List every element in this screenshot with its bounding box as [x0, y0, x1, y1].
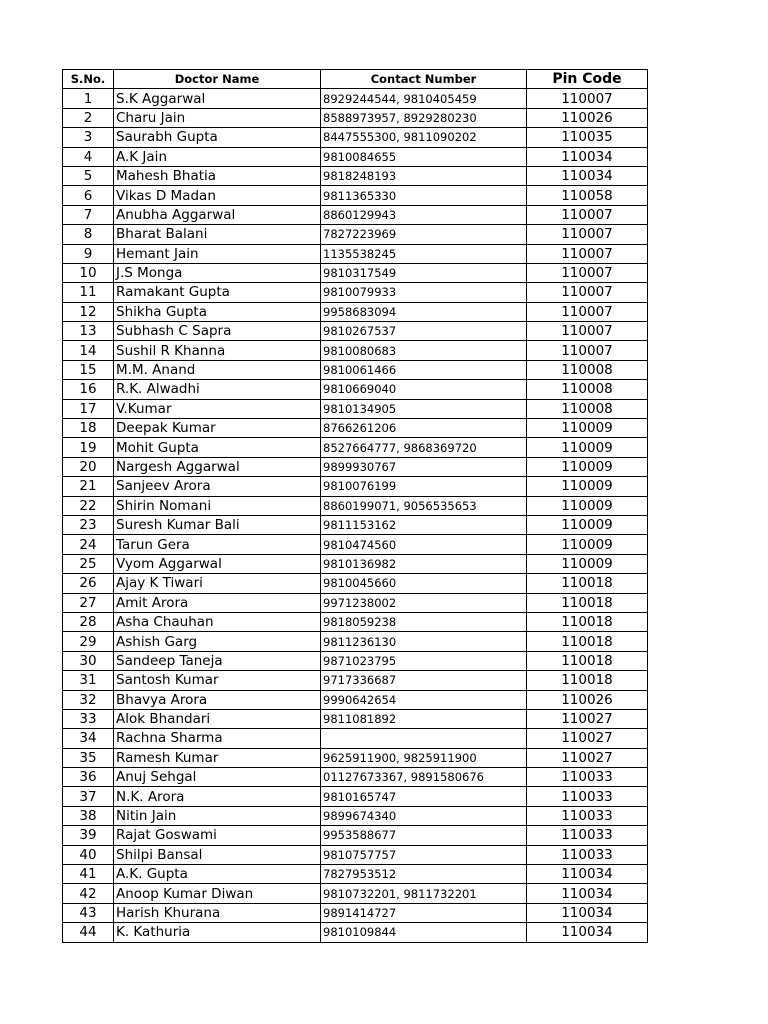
table-row [63, 903, 648, 922]
cell-sno: 37 [63, 787, 114, 806]
cell-contact-number: 7827953512 [321, 865, 527, 884]
cell-doctor-name: Hemant Jain [114, 244, 321, 263]
cell-contact-number: 9811365330 [321, 186, 527, 205]
table-row [63, 341, 648, 360]
cell-pin-code: 110009 [527, 496, 648, 515]
table-row [63, 496, 648, 515]
cell-pin-code: 110033 [527, 806, 648, 825]
cell-contact-number: 9625911900, 9825911900 [321, 748, 527, 767]
cell-sno: 1 [63, 89, 114, 108]
cell-sno: 10 [63, 263, 114, 282]
cell-sno: 18 [63, 419, 114, 438]
cell-contact-number: 1135538245 [321, 244, 527, 263]
cell-pin-code: 110034 [527, 865, 648, 884]
cell-sno: 39 [63, 826, 114, 845]
table-body [63, 89, 648, 942]
cell-sno: 16 [63, 380, 114, 399]
cell-pin-code: 110027 [527, 748, 648, 767]
cell-sno: 14 [63, 341, 114, 360]
table-row [63, 322, 648, 341]
cell-pin-code: 110033 [527, 826, 648, 845]
table-row [63, 302, 648, 321]
cell-pin-code: 110035 [527, 128, 648, 147]
cell-doctor-name: J.S Monga [114, 263, 321, 282]
cell-contact-number: 9811153162 [321, 515, 527, 534]
table-row [63, 263, 648, 282]
table-row [63, 671, 648, 690]
cell-sno: 21 [63, 477, 114, 496]
cell-contact-number: 9953588677 [321, 826, 527, 845]
cell-pin-code: 110018 [527, 593, 648, 612]
cell-doctor-name: Amit Arora [114, 593, 321, 612]
cell-doctor-name: Shikha Gupta [114, 302, 321, 321]
cell-pin-code: 110034 [527, 884, 648, 903]
cell-contact-number: 9818059238 [321, 612, 527, 631]
cell-doctor-name: V.Kumar [114, 399, 321, 418]
cell-pin-code: 110018 [527, 651, 648, 670]
cell-pin-code: 110018 [527, 671, 648, 690]
cell-doctor-name: Vikas D Madan [114, 186, 321, 205]
cell-contact-number: 9871023795 [321, 651, 527, 670]
cell-pin-code: 110018 [527, 632, 648, 651]
cell-doctor-name: Nitin Jain [114, 806, 321, 825]
table-row [63, 147, 648, 166]
cell-pin-code: 110034 [527, 166, 648, 185]
cell-contact-number: 9810080683 [321, 341, 527, 360]
cell-doctor-name: Alok Bhandari [114, 709, 321, 728]
cell-contact-number: 9810757757 [321, 845, 527, 864]
cell-sno: 31 [63, 671, 114, 690]
cell-contact-number: 7827223969 [321, 225, 527, 244]
cell-contact-number: 9810109844 [321, 923, 527, 942]
cell-contact-number: 9971238002 [321, 593, 527, 612]
cell-sno: 38 [63, 806, 114, 825]
cell-sno: 30 [63, 651, 114, 670]
cell-pin-code: 110018 [527, 574, 648, 593]
table-row [63, 108, 648, 127]
cell-doctor-name: Anoop Kumar Diwan [114, 884, 321, 903]
cell-sno: 28 [63, 612, 114, 631]
cell-sno: 9 [63, 244, 114, 263]
header-row [63, 70, 648, 89]
header-doctor-name: Doctor Name [114, 70, 321, 89]
cell-sno: 15 [63, 360, 114, 379]
table-row [63, 826, 648, 845]
cell-doctor-name: M.M. Anand [114, 360, 321, 379]
cell-pin-code: 110007 [527, 322, 648, 341]
cell-contact-number: 01127673367, 9891580676 [321, 768, 527, 787]
cell-sno: 4 [63, 147, 114, 166]
cell-pin-code: 110026 [527, 108, 648, 127]
cell-sno: 11 [63, 283, 114, 302]
cell-pin-code: 110026 [527, 690, 648, 709]
cell-contact-number: 9990642654 [321, 690, 527, 709]
table-row [63, 806, 648, 825]
table-row [63, 690, 648, 709]
cell-pin-code: 110009 [527, 457, 648, 476]
cell-sno: 12 [63, 302, 114, 321]
cell-pin-code: 110007 [527, 89, 648, 108]
cell-doctor-name: N.K. Arora [114, 787, 321, 806]
cell-pin-code: 110034 [527, 147, 648, 166]
cell-contact-number: 9811236130 [321, 632, 527, 651]
cell-doctor-name: Bhavya Arora [114, 690, 321, 709]
cell-sno: 41 [63, 865, 114, 884]
cell-doctor-name: Anuj Sehgal [114, 768, 321, 787]
cell-contact-number: 9717336687 [321, 671, 527, 690]
table-row [63, 380, 648, 399]
cell-contact-number: 9810732201, 9811732201 [321, 884, 527, 903]
cell-doctor-name: K. Kathuria [114, 923, 321, 942]
table-row [63, 651, 648, 670]
table-row [63, 128, 648, 147]
cell-doctor-name: Rachna Sharma [114, 729, 321, 748]
cell-contact-number: 8527664777, 9868369720 [321, 438, 527, 457]
table-row [63, 554, 648, 573]
table-row [63, 923, 648, 942]
table-row [63, 574, 648, 593]
table-row [63, 225, 648, 244]
cell-doctor-name: Deepak Kumar [114, 419, 321, 438]
cell-doctor-name: Anubha Aggarwal [114, 205, 321, 224]
cell-doctor-name: A.K Jain [114, 147, 321, 166]
cell-contact-number: 9810045660 [321, 574, 527, 593]
cell-sno: 6 [63, 186, 114, 205]
cell-sno: 42 [63, 884, 114, 903]
cell-pin-code: 110034 [527, 903, 648, 922]
cell-doctor-name: Harish Khurana [114, 903, 321, 922]
cell-doctor-name: Saurabh Gupta [114, 128, 321, 147]
cell-pin-code: 110009 [527, 419, 648, 438]
cell-pin-code: 110007 [527, 263, 648, 282]
table-row [63, 166, 648, 185]
cell-doctor-name: Mahesh Bhatia [114, 166, 321, 185]
cell-pin-code: 110007 [527, 302, 648, 321]
cell-contact-number: 9810084655 [321, 147, 527, 166]
cell-doctor-name: Bharat Balani [114, 225, 321, 244]
cell-doctor-name: Ajay K Tiwari [114, 574, 321, 593]
cell-pin-code: 110033 [527, 845, 648, 864]
cell-sno: 19 [63, 438, 114, 457]
table-row [63, 205, 648, 224]
table-row [63, 535, 648, 554]
cell-contact-number: 8588973957, 8929280230 [321, 108, 527, 127]
table-row [63, 438, 648, 457]
cell-contact-number: 9810267537 [321, 322, 527, 341]
table-row [63, 89, 648, 108]
cell-sno: 17 [63, 399, 114, 418]
cell-pin-code: 110007 [527, 244, 648, 263]
cell-pin-code: 110007 [527, 283, 648, 302]
table-row [63, 748, 648, 767]
table-row [63, 515, 648, 534]
cell-contact-number [321, 729, 527, 748]
cell-pin-code: 110027 [527, 729, 648, 748]
cell-doctor-name: Ramesh Kumar [114, 748, 321, 767]
cell-sno: 32 [63, 690, 114, 709]
cell-contact-number: 9899674340 [321, 806, 527, 825]
cell-doctor-name: Suresh Kumar Bali [114, 515, 321, 534]
table-row [63, 632, 648, 651]
cell-contact-number: 8860129943 [321, 205, 527, 224]
cell-contact-number: 9810474560 [321, 535, 527, 554]
cell-sno: 44 [63, 923, 114, 942]
cell-sno: 24 [63, 535, 114, 554]
cell-contact-number: 9810317549 [321, 263, 527, 282]
cell-contact-number: 8929244544, 9810405459 [321, 89, 527, 108]
cell-contact-number: 9810076199 [321, 477, 527, 496]
cell-contact-number: 9810134905 [321, 399, 527, 418]
table-row [63, 593, 648, 612]
cell-contact-number: 8766261206 [321, 419, 527, 438]
table-row [63, 244, 648, 263]
cell-doctor-name: Sandeep Taneja [114, 651, 321, 670]
cell-sno: 23 [63, 515, 114, 534]
header-contact-number: Contact Number [321, 70, 527, 89]
table-row [63, 884, 648, 903]
cell-pin-code: 110009 [527, 477, 648, 496]
cell-doctor-name: Asha Chauhan [114, 612, 321, 631]
cell-sno: 8 [63, 225, 114, 244]
cell-contact-number: 9810165747 [321, 787, 527, 806]
cell-pin-code: 110008 [527, 399, 648, 418]
cell-pin-code: 110018 [527, 612, 648, 631]
table-row [63, 709, 648, 728]
cell-doctor-name: Subhash C Sapra [114, 322, 321, 341]
cell-doctor-name: Ramakant Gupta [114, 283, 321, 302]
cell-pin-code: 110058 [527, 186, 648, 205]
cell-sno: 3 [63, 128, 114, 147]
cell-pin-code: 110007 [527, 341, 648, 360]
cell-pin-code: 110034 [527, 923, 648, 942]
table-row [63, 360, 648, 379]
table-row [63, 477, 648, 496]
cell-contact-number: 9899930767 [321, 457, 527, 476]
cell-doctor-name: Shilpi Bansal [114, 845, 321, 864]
table-row [63, 865, 648, 884]
cell-doctor-name: Tarun Gera [114, 535, 321, 554]
cell-doctor-name: Mohit Gupta [114, 438, 321, 457]
header-sno: S.No. [63, 70, 114, 89]
cell-sno: 2 [63, 108, 114, 127]
cell-doctor-name: Nargesh Aggarwal [114, 457, 321, 476]
cell-pin-code: 110009 [527, 515, 648, 534]
cell-contact-number: 9810669040 [321, 380, 527, 399]
cell-doctor-name: Shirin Nomani [114, 496, 321, 515]
cell-contact-number: 9810136982 [321, 554, 527, 573]
cell-sno: 33 [63, 709, 114, 728]
cell-sno: 29 [63, 632, 114, 651]
cell-sno: 7 [63, 205, 114, 224]
table-row [63, 787, 648, 806]
cell-pin-code: 110033 [527, 787, 648, 806]
cell-contact-number: 8860199071, 9056535653 [321, 496, 527, 515]
table-row [63, 457, 648, 476]
cell-contact-number: 8447555300, 9811090202 [321, 128, 527, 147]
cell-sno: 5 [63, 166, 114, 185]
cell-pin-code: 110007 [527, 205, 648, 224]
cell-doctor-name: Sushil R Khanna [114, 341, 321, 360]
cell-pin-code: 110007 [527, 225, 648, 244]
cell-doctor-name: Rajat Goswami [114, 826, 321, 845]
cell-pin-code: 110027 [527, 709, 648, 728]
cell-pin-code: 110008 [527, 380, 648, 399]
cell-pin-code: 110009 [527, 438, 648, 457]
cell-sno: 13 [63, 322, 114, 341]
cell-contact-number: 9818248193 [321, 166, 527, 185]
doctor-table [62, 69, 648, 943]
cell-doctor-name: Sanjeev Arora [114, 477, 321, 496]
cell-contact-number: 9810079933 [321, 283, 527, 302]
table-row [63, 845, 648, 864]
cell-pin-code: 110009 [527, 535, 648, 554]
table-row [63, 419, 648, 438]
cell-sno: 35 [63, 748, 114, 767]
cell-sno: 43 [63, 903, 114, 922]
table-row [63, 612, 648, 631]
cell-doctor-name: A.K. Gupta [114, 865, 321, 884]
cell-sno: 36 [63, 768, 114, 787]
cell-contact-number: 9958683094 [321, 302, 527, 321]
cell-doctor-name: Vyom Aggarwal [114, 554, 321, 573]
cell-doctor-name: Charu Jain [114, 108, 321, 127]
table-row [63, 768, 648, 787]
cell-doctor-name: S.K Aggarwal [114, 89, 321, 108]
cell-sno: 40 [63, 845, 114, 864]
cell-sno: 20 [63, 457, 114, 476]
cell-contact-number: 9811081892 [321, 709, 527, 728]
cell-pin-code: 110008 [527, 360, 648, 379]
cell-pin-code: 110033 [527, 768, 648, 787]
table-row [63, 399, 648, 418]
cell-sno: 25 [63, 554, 114, 573]
cell-doctor-name: Santosh Kumar [114, 671, 321, 690]
cell-sno: 27 [63, 593, 114, 612]
cell-contact-number: 9810061466 [321, 360, 527, 379]
table-row [63, 729, 648, 748]
cell-contact-number: 9891414727 [321, 903, 527, 922]
cell-sno: 34 [63, 729, 114, 748]
cell-pin-code: 110009 [527, 554, 648, 573]
cell-sno: 22 [63, 496, 114, 515]
header-pin-code: Pin Code [527, 70, 648, 89]
table-row [63, 283, 648, 302]
cell-sno: 26 [63, 574, 114, 593]
table-row [63, 186, 648, 205]
cell-doctor-name: Ashish Garg [114, 632, 321, 651]
cell-doctor-name: R.K. Alwadhi [114, 380, 321, 399]
